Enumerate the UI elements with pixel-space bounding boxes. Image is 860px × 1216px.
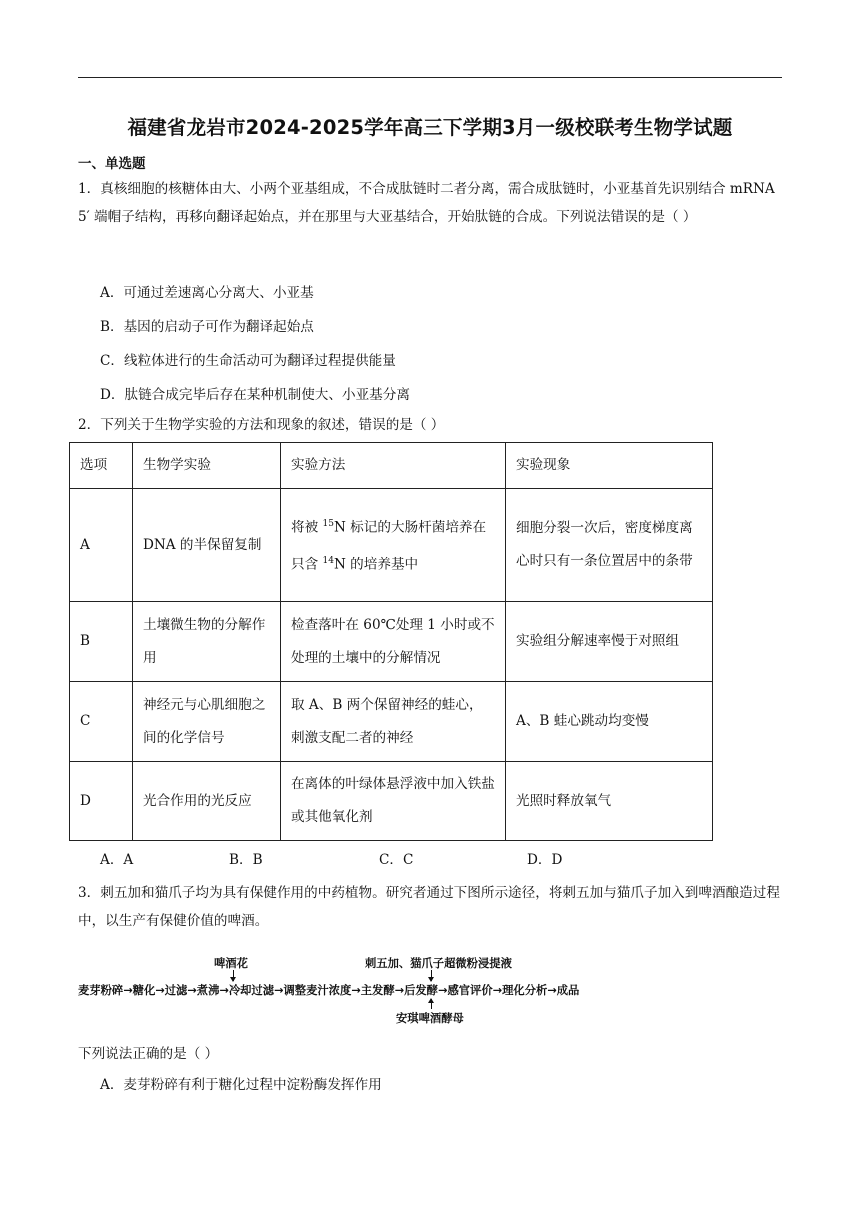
table-cell-experiment: 光合作用的光反应 [133,762,281,841]
q2-answer-c: C．C [379,852,414,868]
q2-answer-a: A．A [100,852,134,868]
q3-option-a: A．麦芽粉碎有利于糖化过程中淀粉酶发挥作用 [100,1077,382,1093]
section-heading: 一、单选题 [78,156,146,172]
q2-answer-b: B．B [229,852,263,868]
flow-label-extract: 刺五加、猫爪子超微粉浸提液 [365,957,512,970]
table-cell-experiment: DNA 的半保留复制 [133,489,281,602]
brewing-flow-diagram [78,955,678,1027]
question-2-stem: 2．下列关于生物学实验的方法和现象的叙述，错误的是（ ） [78,417,445,433]
table-row [70,682,713,762]
table-cell-experiment: 土壤微生物的分解作用 [133,602,281,682]
table-cell-option: D [70,762,133,841]
table-header-cell: 选项 [70,443,133,489]
question-3-stem-2: 下列说法正确的是（ ） [78,1046,219,1062]
table-header-row [70,443,713,489]
header-rule [78,77,782,78]
arrow-down-icon [233,970,234,981]
flow-main-line: 麦芽粉碎→糖化→过滤→煮沸→冷却过滤→调整麦汁浓度→主发酵→后发酵→感官评价→理化分析→成品 [78,984,580,997]
table-cell-result: 光照时释放氧气 [506,762,713,841]
arrow-down-icon [431,970,432,981]
page-title: 福建省龙岩市2024-2025学年高三下学期3月一级校联考生物学试题 [127,116,733,139]
table-header-cell: 实验方法 [281,443,506,489]
arrow-up-icon [431,999,432,1009]
table-row [70,602,713,682]
q1-option-c: C．线粒体进行的生命活动可为翻译过程提供能量 [100,353,396,369]
experiment-table [69,442,713,841]
table-cell-method: 检查落叶在 60℃处理 1 小时或不处理的土壤中的分解情况 [281,602,506,682]
table-cell-option: A [70,489,133,602]
table-cell-method: 在离体的叶绿体悬浮液中加入铁盐或其他氧化剂 [281,762,506,841]
table-cell-experiment: 神经元与心肌细胞之间的化学信号 [133,682,281,762]
table-cell-result: A、B 蛙心跳动均变慢 [506,682,713,762]
q1-option-b: B．基因的启动子可作为翻译起始点 [100,319,314,335]
flow-label-yeast: 安琪啤酒酵母 [396,1012,464,1025]
table-cell-result: 实验组分解速率慢于对照组 [506,602,713,682]
table-cell-method: 取 A、B 两个保留神经的蛙心，刺激支配二者的神经 [281,682,506,762]
question-1-stem: 1．真核细胞的核糖体由大、小两个亚基组成，不合成肽链时二者分离，需合成肽链时，小亚基首先识别结合 mRNA 5′ 端帽子结构，再移向翻译起始点，并在那里与大亚基结合，开始肽链的合成。下列说法错误的是（ ） [78,181,775,225]
table-cell-option: B [70,602,133,682]
q1-option-a: A．可通过差速离心分离大、小亚基 [100,285,314,301]
table-row [70,762,713,841]
flow-label-hops: 啤酒花 [214,957,248,970]
table-cell-method: 将被 $^{15}$N 标记的大肠杆菌培养在只含 $^{14}$N 的培养基中 [281,489,506,602]
table-row [70,489,713,602]
table-cell-option: C [70,682,133,762]
table-header-cell: 生物学实验 [133,443,281,489]
q2-answer-d: D．D [527,852,563,868]
table-header-cell: 实验现象 [506,443,713,489]
table-cell-result: 细胞分裂一次后，密度梯度离心时只有一条位置居中的条带 [506,489,713,602]
question-3-stem: 3．刺五加和猫爪子均为具有保健作用的中药植物。研究者通过下图所示途径，将刺五加与猫爪子加入到啤酒酿造过程中，以生产有保健价值的啤酒。 [78,885,780,929]
q1-option-d: D．肽链合成完毕后存在某种机制使大、小亚基分离 [100,387,410,403]
